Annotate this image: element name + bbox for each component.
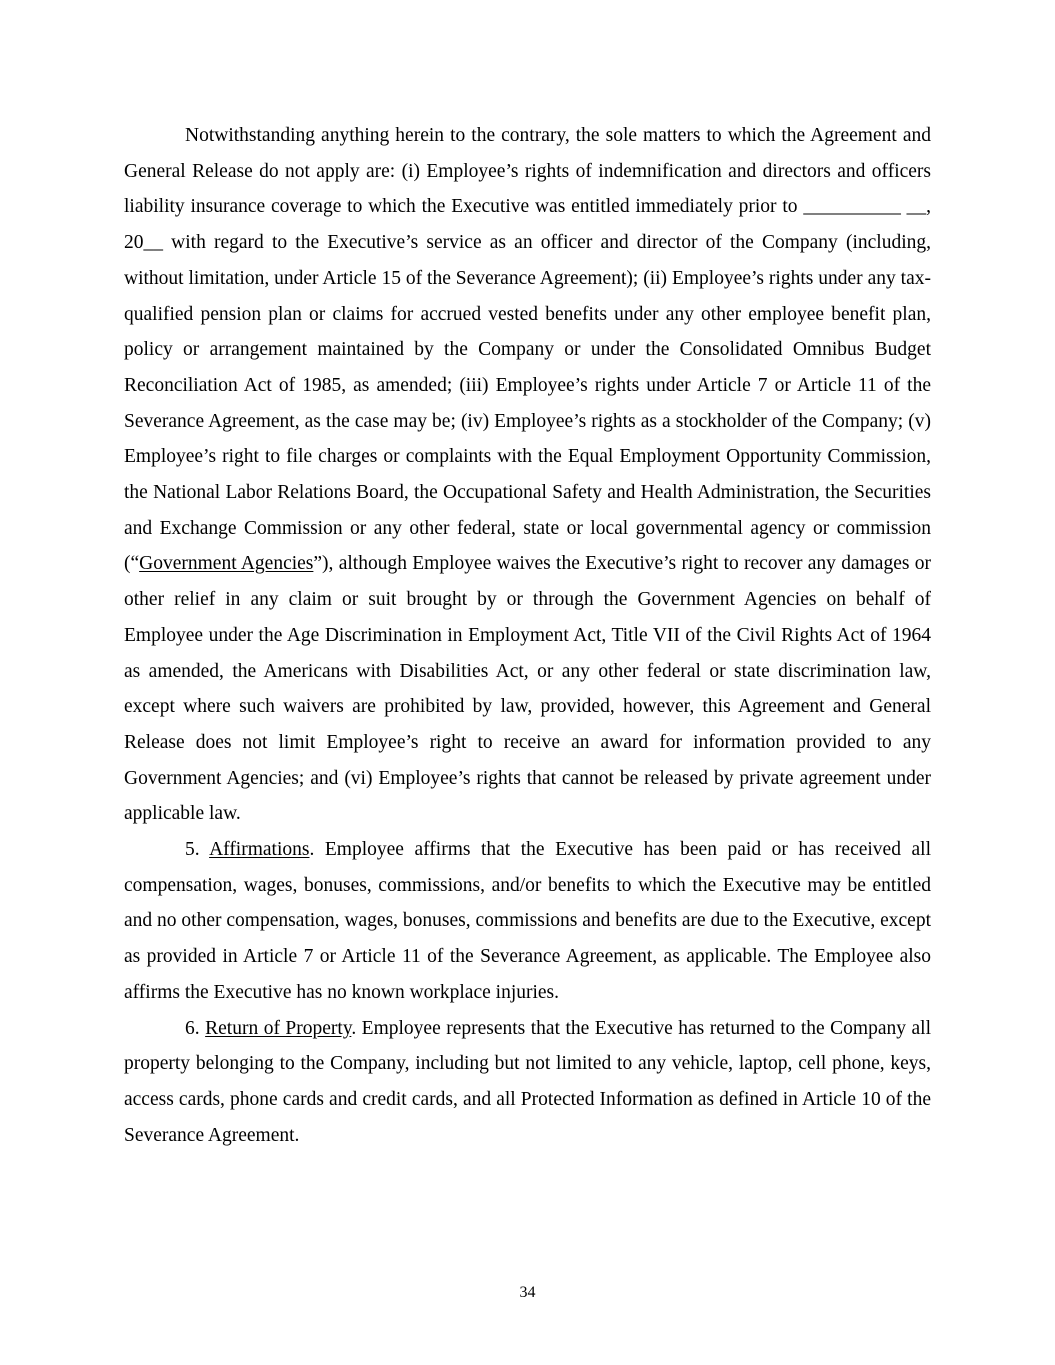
page-number: 34 (519, 1284, 536, 1301)
document-body (124, 118, 931, 1153)
paragraph-text-continued: ”), although Employee waives the Executive’s right to recover any damages or other relief in any claim or suit brought by or through the Government Agencies on behalf of Employee under the Age Discrimination in Employment Act, Title VII of the Civil Rights Act of 1964 as amended, the Americans with Disabilities Act, or any other federal or state discrimination law, except where such waivers are prohibited by law, provided, however, this Agreement and General Release does not limit Employee’s right to receive an award for information provided to any Government Agencies; and (vi) Employee’s rights that cannot be released by private agreement under applicable law. (124, 553, 931, 825)
defined-term-government-agencies: Government Agencies (139, 553, 314, 575)
paragraph-text: Notwithstanding anything herein to the contrary, the sole matters to which the Agreement and General Release do not apply are: (i) Employee’s rights of indemnification and directors and officers liability insurance coverage to which the Executive was entitled immediately prior to __________ __, 20__ with regard to the Executive’s service as an officer and director of the Company (including, without limitation, under Article 15 of the Severance Agreement); (ii) Employee’s rights under any tax-qualified pension plan or claims for accrued vested benefits under any other employee benefit plan, policy or arrangement maintained by the Company or under the Consolidated Omnibus Budget Reconciliation Act of 1985, as amended; (iii) Employee’s rights under Article 7 or Article 11 of the Severance Agreement, as the case may be; (iv) Employee’s rights as a stockholder of the Company; (v) Employee’s right to file charges or complaints with the Equal Employment Opportunity Commission, the National Labor Relations Board, the Occupational Safety and Health Administration, the Securities and Exchange Commission or any other federal, state or local governmental agency or commission (“ (124, 125, 931, 575)
section-heading: Return of Property (205, 1017, 352, 1039)
section-text: . Employee affirms that the Executive has been paid or has received all compensation, wages, bonuses, commissions, and/or benefits to which the Executive may be entitled and no other compensation, wages, bonuses, commissions and benefits are due to the Executive, except as provided in Article 7 or Article 11 of the Severance Agreement, as applicable. The Employee also affirms the Executive has no known workplace injuries. (124, 839, 931, 1003)
section-6-return-of-property (124, 1011, 931, 1154)
section-text: . Employee represents that the Executive has returned to the Company all property belonging to the Company, including but not limited to any vehicle, laptop, cell phone, keys, access cards, phone cards and credit cards, and all Protected Information as defined in Article 10 of the Severance Agreement. (124, 1017, 931, 1146)
section-heading: Affirmations (209, 839, 310, 861)
section-number: 5. (185, 839, 210, 861)
paragraph-exclusions (124, 118, 931, 832)
section-5-affirmations (124, 832, 931, 1011)
section-number: 6. (185, 1017, 206, 1039)
